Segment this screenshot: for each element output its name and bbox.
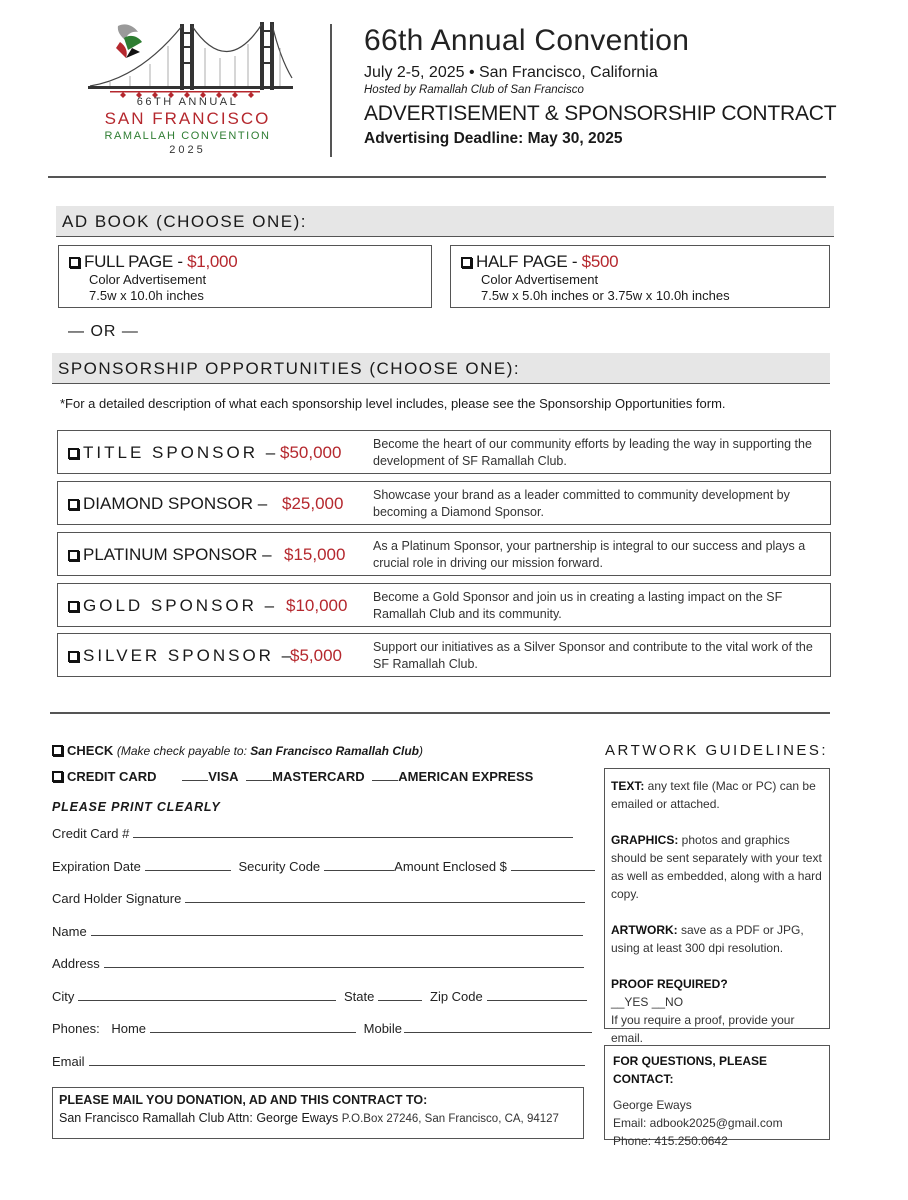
check-checkbox[interactable]	[52, 745, 63, 756]
check-payee: San Francisco Ramallah Club	[250, 744, 419, 758]
zip-label: Zip Code	[430, 989, 483, 1004]
cc-number-label: Credit Card #	[52, 826, 130, 841]
artwork-guidelines-box	[604, 768, 830, 1045]
credit-card-option[interactable]	[52, 769, 533, 784]
mobile-label: Mobile	[363, 1021, 402, 1036]
amount-field[interactable]	[511, 859, 595, 871]
deadline: Advertising Deadline: May 30, 2025	[364, 130, 623, 147]
city-field[interactable]	[78, 989, 336, 1001]
contact-name: George Eways	[613, 1098, 692, 1112]
half-page-size: 7.5w x 5.0h inches or 3.75w x 10.0h inches	[481, 288, 730, 303]
phones-label: Phones:	[52, 1021, 100, 1036]
half-page-label: HALF PAGE -	[476, 252, 582, 271]
artwork-guideline-label: ARTWORK:	[611, 923, 678, 937]
gold-sponsor-label: GOLD SPONSOR –	[83, 596, 278, 615]
diamond-sponsor-desc: Showcase your brand as a leader committed to community development by becoming a Diamond Sponsor.	[373, 488, 790, 519]
logo-line-city: SAN FRANCISCO	[104, 109, 271, 128]
silver-sponsor-desc: Support our initiatives as a Silver Sponsor and contribute to the vital work of the SF Ramallah Club.	[373, 640, 813, 671]
proof-options[interactable]: __YES __NO	[611, 995, 684, 1009]
or-separator: — OR —	[68, 323, 139, 340]
header-text	[364, 24, 836, 148]
diamond-sponsor-price: $25,000	[282, 494, 344, 513]
amex-blank[interactable]	[372, 769, 398, 781]
graphics-guideline: photos and graphics should be sent separately with your text as well as embedded, along with a hard copy.	[611, 833, 822, 901]
ad-book-heading: AD BOOK (CHOOSE ONE):	[56, 206, 834, 237]
event-dates: July 2-5, 2025 • San Francisco, California	[364, 64, 658, 81]
amount-label: Amount Enclosed $	[394, 859, 507, 874]
name-label: Name	[52, 924, 87, 939]
silver-sponsor-option[interactable]	[57, 633, 831, 677]
visa-label: VISA	[208, 769, 239, 784]
state-label: State	[344, 989, 375, 1004]
contact-email: Email: adbook2025@gmail.com	[613, 1116, 783, 1130]
contact-heading: FOR QUESTIONS, PLEASE CONTACT:	[613, 1054, 768, 1086]
platinum-sponsor-desc: As a Platinum Sponsor, your partnership is integral to our success and plays a crucial role in driving our mission forward.	[373, 539, 806, 570]
header-divider	[330, 24, 332, 157]
silver-sponsor-checkbox[interactable]	[68, 651, 79, 662]
page-title: 66th Annual Convention	[364, 24, 690, 57]
address-label: Address	[52, 956, 100, 971]
sponsorship-note: *For a detailed description of what each sponsorship level includes, please see the Sponsorship Opportunities form.	[60, 396, 726, 411]
host-line: Hosted by Ramallah Club of San Francisco	[364, 84, 584, 96]
artwork-guideline: save as a PDF or JPG, using at least 300 dpi resolution.	[611, 923, 804, 955]
logo-line-annual: 66TH ANNUAL	[136, 96, 239, 108]
full-page-option[interactable]	[58, 245, 432, 308]
signature-label: Card Holder Signature	[52, 891, 182, 906]
half-page-checkbox[interactable]	[461, 257, 472, 268]
signature-field[interactable]	[185, 891, 585, 903]
convention-logo	[80, 18, 295, 163]
mobile-phone-field[interactable]	[404, 1021, 592, 1033]
contract-title: ADVERTISEMENT & SPONSORSHIP CONTRACT	[364, 102, 837, 125]
mail-title: PLEASE MAIL YOU DONATION, AD AND THIS CONTRACT TO:	[59, 1093, 428, 1107]
title-sponsor-desc: Become the heart of our community efforts by leading the way in supporting the development of SF Ramallah Club.	[373, 437, 812, 468]
half-page-price: $500	[581, 252, 619, 271]
title-sponsor-price: $50,000	[280, 443, 342, 462]
gold-sponsor-desc: Become a Gold Sponsor and join us in creating a lasting impact on the SF Ramallah Club and its community.	[373, 590, 783, 621]
state-field[interactable]	[378, 989, 422, 1001]
diamond-sponsor-option[interactable]	[57, 481, 831, 525]
text-guideline: any text file (Mac or PC) can be emailed or attached.	[611, 779, 816, 811]
amex-label: AMERICAN EXPRESS	[398, 769, 534, 784]
graphics-guideline-label: GRAPHICS:	[611, 833, 679, 847]
print-clearly: PLEASE PRINT CLEARLY	[52, 800, 221, 814]
full-page-checkbox[interactable]	[69, 257, 80, 268]
gold-sponsor-checkbox[interactable]	[68, 601, 79, 612]
full-page-price: $1,000	[187, 252, 238, 271]
platinum-sponsor-option[interactable]	[57, 532, 831, 576]
mastercard-blank[interactable]	[246, 769, 272, 781]
address-field[interactable]	[104, 956, 584, 968]
credit-card-label: CREDIT CARD	[67, 769, 157, 784]
home-label: Home	[111, 1021, 147, 1036]
logo-line-convention: RAMALLAH CONVENTION	[104, 130, 271, 142]
half-page-line1: Color Advertisement	[481, 272, 599, 287]
check-label: CHECK	[67, 743, 114, 758]
full-page-size: 7.5w x 10.0h inches	[89, 288, 204, 303]
check-note: (Make check payable to:	[116, 744, 251, 758]
email-label: Email	[52, 1054, 85, 1069]
email-field[interactable]	[89, 1054, 585, 1066]
security-code-field[interactable]	[324, 859, 394, 871]
contact-phone: Phone: 415.250.0642	[613, 1134, 728, 1148]
cc-number-field[interactable]	[133, 826, 573, 838]
name-field[interactable]	[91, 924, 583, 936]
diamond-sponsor-checkbox[interactable]	[68, 499, 79, 510]
sponsorship-heading: SPONSORSHIP OPPORTUNITIES (CHOOSE ONE):	[52, 353, 830, 384]
silver-sponsor-label: SILVER SPONSOR –	[83, 646, 295, 665]
check-option[interactable]	[52, 743, 423, 758]
platinum-sponsor-label: PLATINUM SPONSOR –	[83, 545, 272, 564]
gold-sponsor-option[interactable]	[57, 583, 831, 627]
section-rule	[50, 712, 830, 714]
platinum-sponsor-price: $15,000	[284, 545, 346, 564]
logo-line-year: 2025	[169, 144, 206, 156]
mail-instructions	[52, 1087, 584, 1139]
contact-box	[604, 1045, 830, 1148]
golden-gate-bridge-icon	[80, 18, 295, 98]
gold-sponsor-price: $10,000	[286, 596, 348, 615]
artwork-heading: ARTWORK GUIDELINES:	[605, 742, 829, 759]
proof-note: If you require a proof, provide your email.	[611, 1013, 795, 1045]
text-guideline-label: TEXT:	[611, 779, 645, 793]
city-label: City	[52, 989, 75, 1004]
title-sponsor-label: TITLE SPONSOR –	[83, 443, 279, 462]
title-sponsor-option[interactable]	[57, 430, 831, 474]
security-code-label: Security Code	[238, 859, 321, 874]
home-phone-field[interactable]	[150, 1021, 356, 1033]
mastercard-label: MASTERCARD	[272, 769, 365, 784]
proof-label: PROOF REQUIRED?	[611, 977, 728, 991]
silver-sponsor-price: $5,000	[290, 646, 342, 665]
full-page-label: FULL PAGE -	[84, 252, 188, 271]
mail-recipient: San Francisco Ramallah Club Attn: George Eways	[59, 1111, 342, 1125]
diamond-sponsor-label: DIAMOND SPONSOR –	[83, 494, 268, 513]
header-rule	[48, 176, 826, 178]
check-note-close: )	[418, 744, 423, 758]
visa-blank[interactable]	[182, 769, 208, 781]
expiration-label: Expiration Date	[52, 859, 141, 874]
mail-address: P.O.Box 27246, San Francisco, CA, 94127	[341, 1113, 559, 1125]
title-sponsor-checkbox[interactable]	[68, 448, 79, 459]
full-page-line1: Color Advertisement	[89, 272, 207, 287]
zip-field[interactable]	[487, 989, 587, 1001]
credit-card-checkbox[interactable]	[52, 771, 63, 782]
expiration-field[interactable]	[145, 859, 231, 871]
half-page-option[interactable]	[450, 245, 830, 308]
platinum-sponsor-checkbox[interactable]	[68, 550, 79, 561]
